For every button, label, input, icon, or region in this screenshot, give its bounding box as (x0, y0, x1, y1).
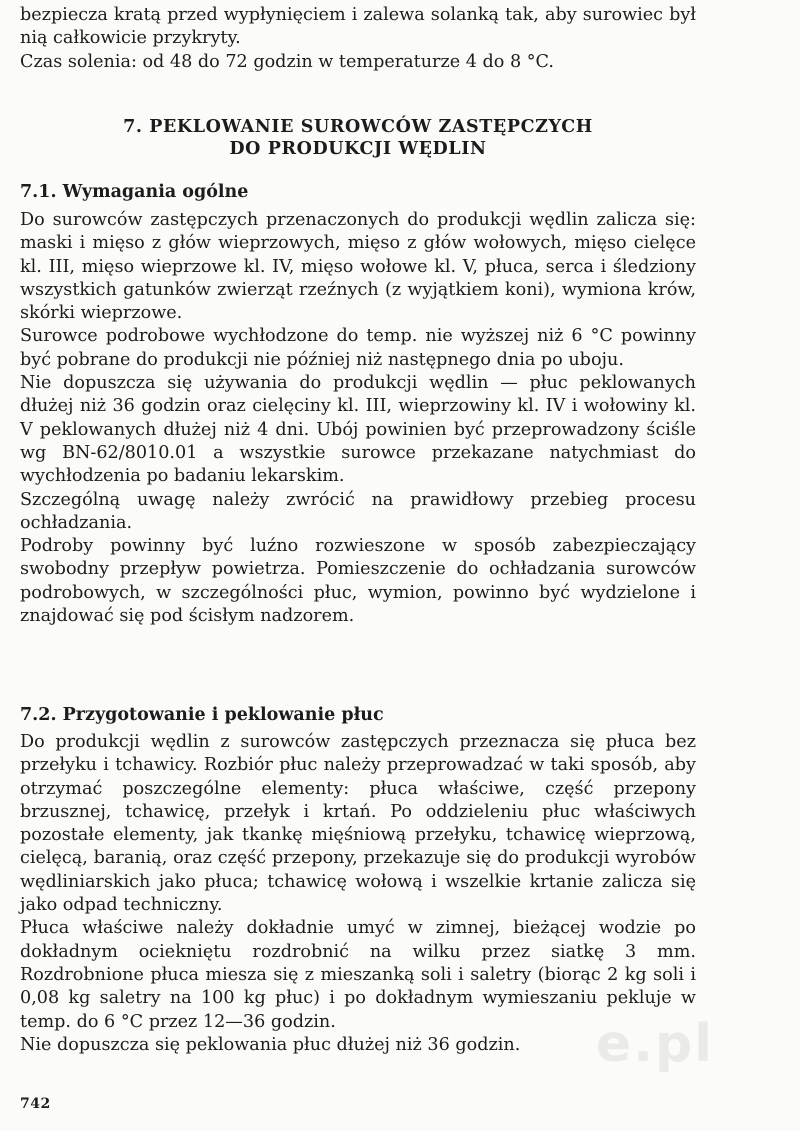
section-7-2-paragraph: Płuca właściwe należy dokładnie umyć w zimnej, bieżącej wodzie po dokładnym ociekniętu rozdrobnić na wilku przez siatkę 3 mm. Rozdrobnione płuca miesza się z mieszanką soli i saletry (biorąc 2 kg soli i 0,08 kg saletry na 100 kg płuc) i po dokładnym wymieszaniu pekluje w temp. do 6 °C przez 12—36 godzin. (20, 918, 696, 1032)
section-7-1-paragraph: Do surowców zastępczych przenaczonych do produkcji wędlin zalicza się: maski i mięso z głów wieprzowych, mięso z głów wołowych, mięso cielęce kl. III, mięso wieprzowe kl. IV, mięso wołowe kl. V, płuca, serca i śledziony wszystkich gatunków zwierząt rzeźnych (z wyjątkiem koni), wymiona krów, skórki wieprzowe. (20, 210, 696, 324)
intro-block (20, 4, 696, 74)
section-7-1-paragraph: Szczególną uwagę należy zwrócić na prawidłowy przebieg procesu ochładzania. (20, 489, 696, 533)
watermark: e.pl (595, 1014, 714, 1074)
section-heading-7-2: 7.2. Przygotowanie i peklowanie płuc (20, 705, 384, 725)
section-7-2-paragraph: Nie dopuszcza się peklowania płuc dłużej niż 36 godzin. (20, 1034, 521, 1055)
intro-paragraph: bezpiecza kratą przed wypłynięciem i zalewa solanką tak, aby surowiec był nią całkowicie przykryty. (20, 5, 696, 49)
section-7-1-paragraph: Nie dopuszcza się używania do produkcji wędlin — płuc peklowanych dłużej niż 36 godzin oraz cielęciny kl. III, wieprzowiny kl. IV i wołowiny kl. V peklowanych dłużej niż 4 dni. Ubój powinien być przeprowadzony ściśle wg BN-62/8010.01 a wszystkie surowce przekazane natychmiast do wychłodzenia po badaniu lekarskim. (20, 373, 696, 487)
section-7-1-paragraph: Surowce podrobowe wychłodzone do temp. nie wyższej niż 6 °C powinny być pobrane do produkcji nie później niż następnego dnia po uboju. (20, 326, 696, 370)
salting-time-paragraph: Czas solenia: od 48 do 72 godzin w temperaturze 4 do 8 °C. (20, 51, 554, 72)
section-7-1-body (20, 209, 696, 628)
section-7-1-paragraph: Podroby powinny być luźno rozwieszone w sposób zabezpieczający swobodny przepływ powietrza. Pomieszczenie do ochładzania surowców podrobowych, w szczególności płuc, wymion, powinno być wydzielone i znajdować się pod ścisłym nadzorem. (20, 536, 696, 627)
chapter-title (20, 116, 696, 160)
page-number: 742 (20, 1096, 51, 1112)
section-heading-7-1: 7.1. Wymagania ogólne (20, 182, 249, 202)
chapter-title-line-1: 7. PEKLOWANIE SUROWCÓW ZASTĘPCZYCH (123, 117, 593, 137)
chapter-title-line-2: DO PRODUKCJI WĘDLIN (229, 139, 487, 159)
section-7-2-body (20, 731, 696, 1057)
section-7-2-paragraph: Do produkcji wędlin z surowców zastępczych przeznacza się płuca bez przełyku i tchawicy. Rozbiór płuc należy przeprowadzać w taki sposób, aby otrzymać poszczególne elementy: płuca właściwe, część przepony brzusznej, tchawicę, przełyk i krtań. Po oddzieleniu płuc właściwych pozostałe elementy, jak tkankę mięśniową przełyku, tchawicę wieprzową, cielęcą, baranią, oraz część przepony, przekazuje się do produkcji wyrobów wędliniarskich jako płuca; tchawicę wołową i wszelkie krtanie zalicza się jako odpad techniczny. (20, 732, 696, 916)
